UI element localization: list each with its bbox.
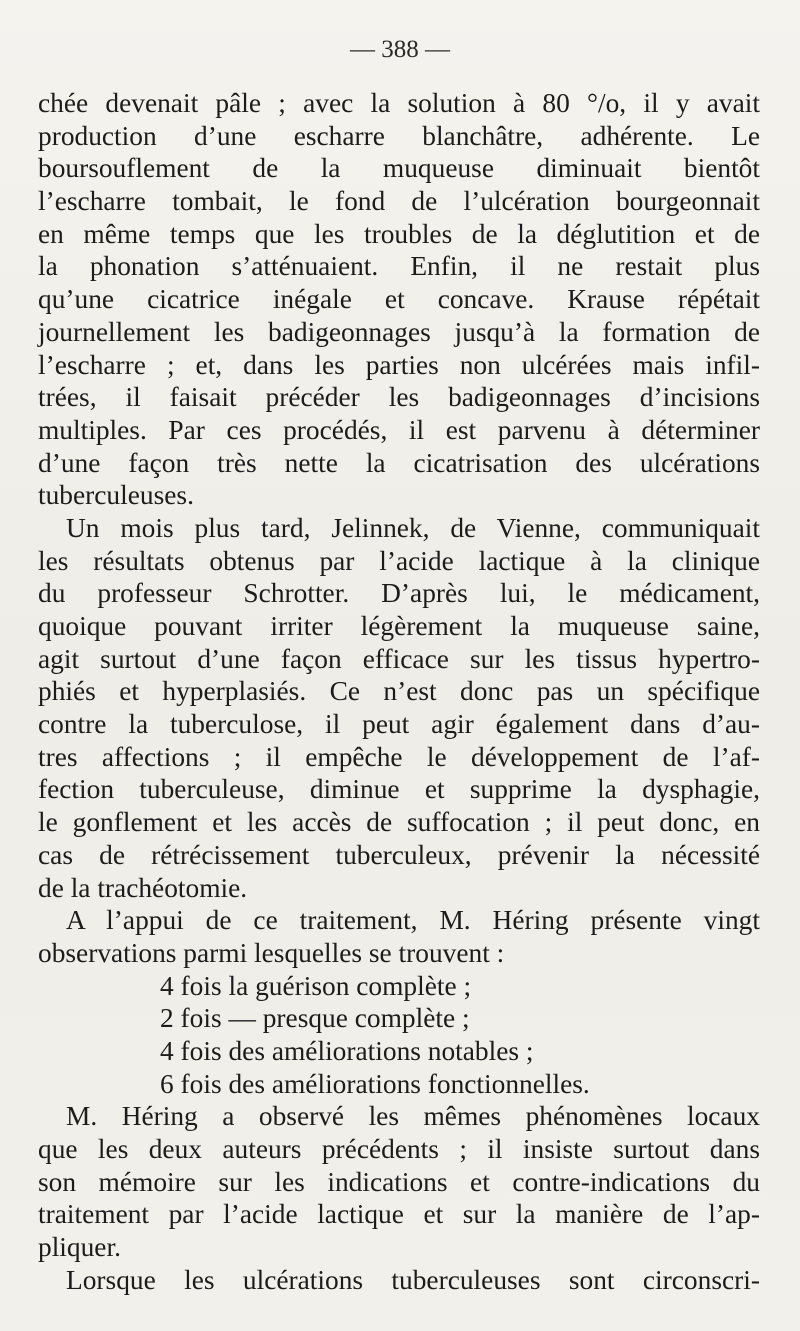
text-line: quoique pouvant irriter légèrement la muqueuse saine, xyxy=(38,611,760,641)
text-line: tres affections ; il empêche le développement de l’af- xyxy=(38,741,760,772)
text-line: traitement par l’acide lactique et sur la manière de l’ap- xyxy=(38,1199,760,1230)
list-line: 4 fois la guérison complète ; xyxy=(160,970,472,1001)
text-line: journellement les badigeonnages jusqu’à la formation de xyxy=(38,316,760,347)
text-line: contre la tuberculose, il peut agir également dans d’au- xyxy=(38,709,760,740)
text-line: phiés et hyperplasiés. Ce n’est donc pas un spécifique xyxy=(38,676,760,707)
text-line: cas de rétrécissement tuberculeux, prévenir la nécessité xyxy=(38,839,760,870)
text-line: d’une façon très nette la cicatrisation des ulcérations xyxy=(38,447,760,478)
list-line: 4 fois des améliorations notables ; xyxy=(160,1035,534,1066)
text-line: en même temps que les troubles de la déglutition et de xyxy=(38,218,760,249)
text-line: de la trachéotomie. xyxy=(38,872,248,903)
text-line: son mémoire sur les indications et contre-indications du xyxy=(38,1166,760,1197)
text-line: fection tuberculeuse, diminue et supprime la dysphagie, xyxy=(38,774,760,805)
text-line: la phonation s’atténuaient. Enfin, il ne restait plus xyxy=(38,251,760,282)
text-line: l’escharre tombait, le fond de l’ulcération bourgeonnait xyxy=(38,186,760,217)
text-line: Un mois plus tard, Jelinnek, de Vienne, communiquait xyxy=(66,512,760,543)
text-line: qu’une cicatrice inégale et concave. Krause répétait xyxy=(38,284,760,315)
text-line: l’escharre ; et, dans les parties non ulcérées mais infil- xyxy=(38,349,760,380)
text-line: Lorsque les ulcérations tuberculeuses sont circonscri- xyxy=(66,1264,760,1295)
text-line: boursouflement de la muqueuse diminuait bientôt xyxy=(38,153,760,184)
text-line: trées, il faisait précéder les badigeonnages d’incisions xyxy=(38,382,760,413)
text-line: les résultats obtenus par l’acide lactique à la clinique xyxy=(38,545,760,576)
text-line: multiples. Par ces procédés, il est parvenu à déterminer xyxy=(38,414,760,445)
list-line: 2 fois — presque complète ; xyxy=(160,1003,470,1034)
text-line: du professeur Schrotter. D’après lui, le médicament, xyxy=(38,578,760,609)
text-line: que les deux auteurs précédents ; il insiste surtout dans xyxy=(38,1134,760,1164)
text-line: tuberculeuses. xyxy=(38,480,194,511)
text-line: production d’une escharre blanchâtre, adhérente. Le xyxy=(38,120,760,151)
text-line: le gonflement et les accès de suffocation ; il peut donc, en xyxy=(38,807,760,838)
text-line: agit surtout d’une façon efficace sur les tissus hypertro- xyxy=(38,643,760,674)
text-line: observations parmi lesquelles se trouvent : xyxy=(38,937,505,968)
text-line: A l’appui de ce traitement, M. Héring présente vingt xyxy=(66,905,760,936)
list-line: 6 fois des améliorations fonctionnelles. xyxy=(160,1068,590,1099)
body-text xyxy=(38,87,760,1296)
text-line: chée devenait pâle ; avec la solution à 80 °/o, il y avait xyxy=(38,88,760,118)
text-line: pliquer. xyxy=(38,1232,121,1263)
page-number: — 388 — xyxy=(350,36,450,63)
text-line: M. Héring a observé les mêmes phénomènes locaux xyxy=(66,1101,760,1132)
